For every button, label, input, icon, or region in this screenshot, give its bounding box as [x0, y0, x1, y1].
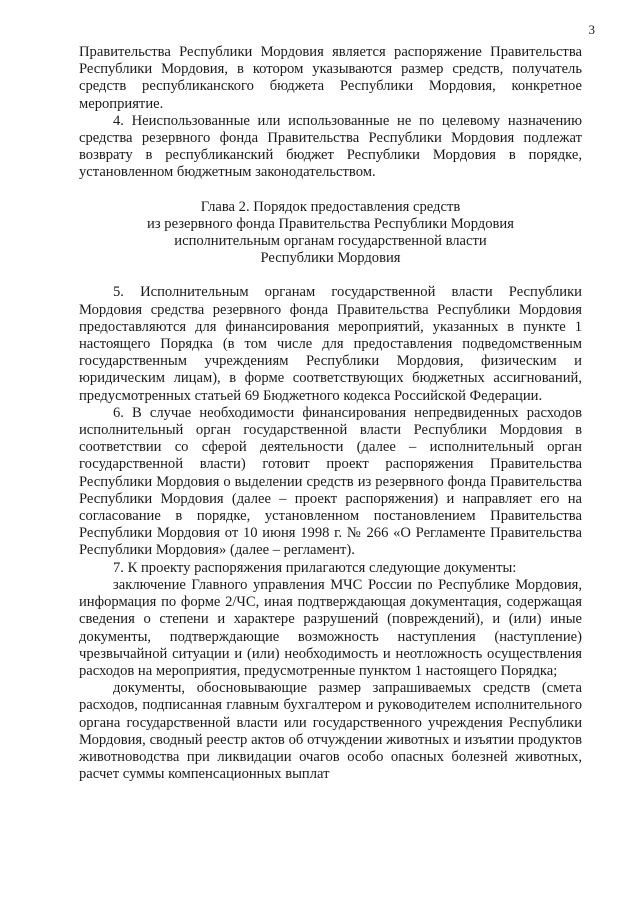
paragraph-6: 6. В случае необходимости финансирования непредвиденных расходов исполнительный орган государственной власти Республики Мордовия в соответствии со сферой деятельности (далее – исполнительный орган государственной власти) готовит проект распоряжения Правительства Республики Мордовия о выделении средств из резервного фонда Правительства Республики Мордовия (далее – проект распоряжения) и направляет его на согласование в порядке, установленном постановлением Правительства Республики Мордовия от 10 июня 1998 г. № 266 «О Регламенте Правительства Республики Мордовия» (далее – регламент). — [79, 404, 582, 559]
document-body — [79, 44, 582, 783]
paragraph-5: 5. Исполнительным органам государственной власти Республики Мордовия средства резервного фонда Правительства Республики Мордовия предоставляются для финансирования мероприятий, указанных в пункте 1 настоящего Порядка (в том числе для предоставления подведомственным государственным учреждениям Республики Мордовия, физическим и юридическим лицам), в форме соответствующих бюджетных ассигнований, предусмотренных статьей 69 Бюджетного кодекса Российской Федерации. — [79, 284, 582, 404]
chapter-heading-line: из резервного фонда Правительства Республики Мордовия — [147, 215, 514, 232]
chapter-heading-line: Глава 2. Порядок предоставления средств — [200, 198, 461, 215]
paragraph-7: 7. К проекту распоряжения прилагаются следующие документы: — [113, 559, 517, 576]
paragraph-7-item-documents: документы, обосновывающие размер запрашиваемых средств (смета расходов, подписанная главным бухгалтером и руководителем исполнительного органа государственной власти или государственного учреждения Республики Мордовия, сводный реестр актов об отчуждении животных и изъятии продуктов животноводства при ликвидации очагов особо опасных болезней животных, расчет суммы компенсационных выплат — [79, 680, 582, 783]
paragraph-4: 4. Неиспользованные или использованные не по целевому назначению средства резервного фонда Правительства Республики Мордовия подлежат возврату в республиканский бюджет Республики Мордовия в порядке, установленном бюджетным законодательством. — [79, 112, 582, 181]
chapter-heading-line: исполнительным органам государственной власти — [174, 233, 487, 250]
paragraph-7-item-conclusion: заключение Главного управления МЧС России по Республике Мордовия, информация по форме 2/ЧС, иная подтверждающая документация, содержащая сведения о степени и характере разрушений (повреждений), и (или) иные документы, подтверждающие возможность наступления (наступление) чрезвычайной ситуации и (или) необходимость и неотложность осуществления расходов на мероприятия, предусмотренные пунктом 1 настоящего Порядка; — [79, 576, 582, 679]
chapter-heading-line: Республики Мордовия — [260, 250, 401, 267]
paragraph-continuation: Правительства Республики Мордовия является распоряжение Правительства Республики Мордовия, в котором указываются размер средств, получатель средств республиканского бюджета Республики Мордовия, конкретное мероприятие. — [79, 44, 582, 112]
page-number: 3 — [588, 22, 595, 37]
chapter-heading — [79, 199, 582, 268]
